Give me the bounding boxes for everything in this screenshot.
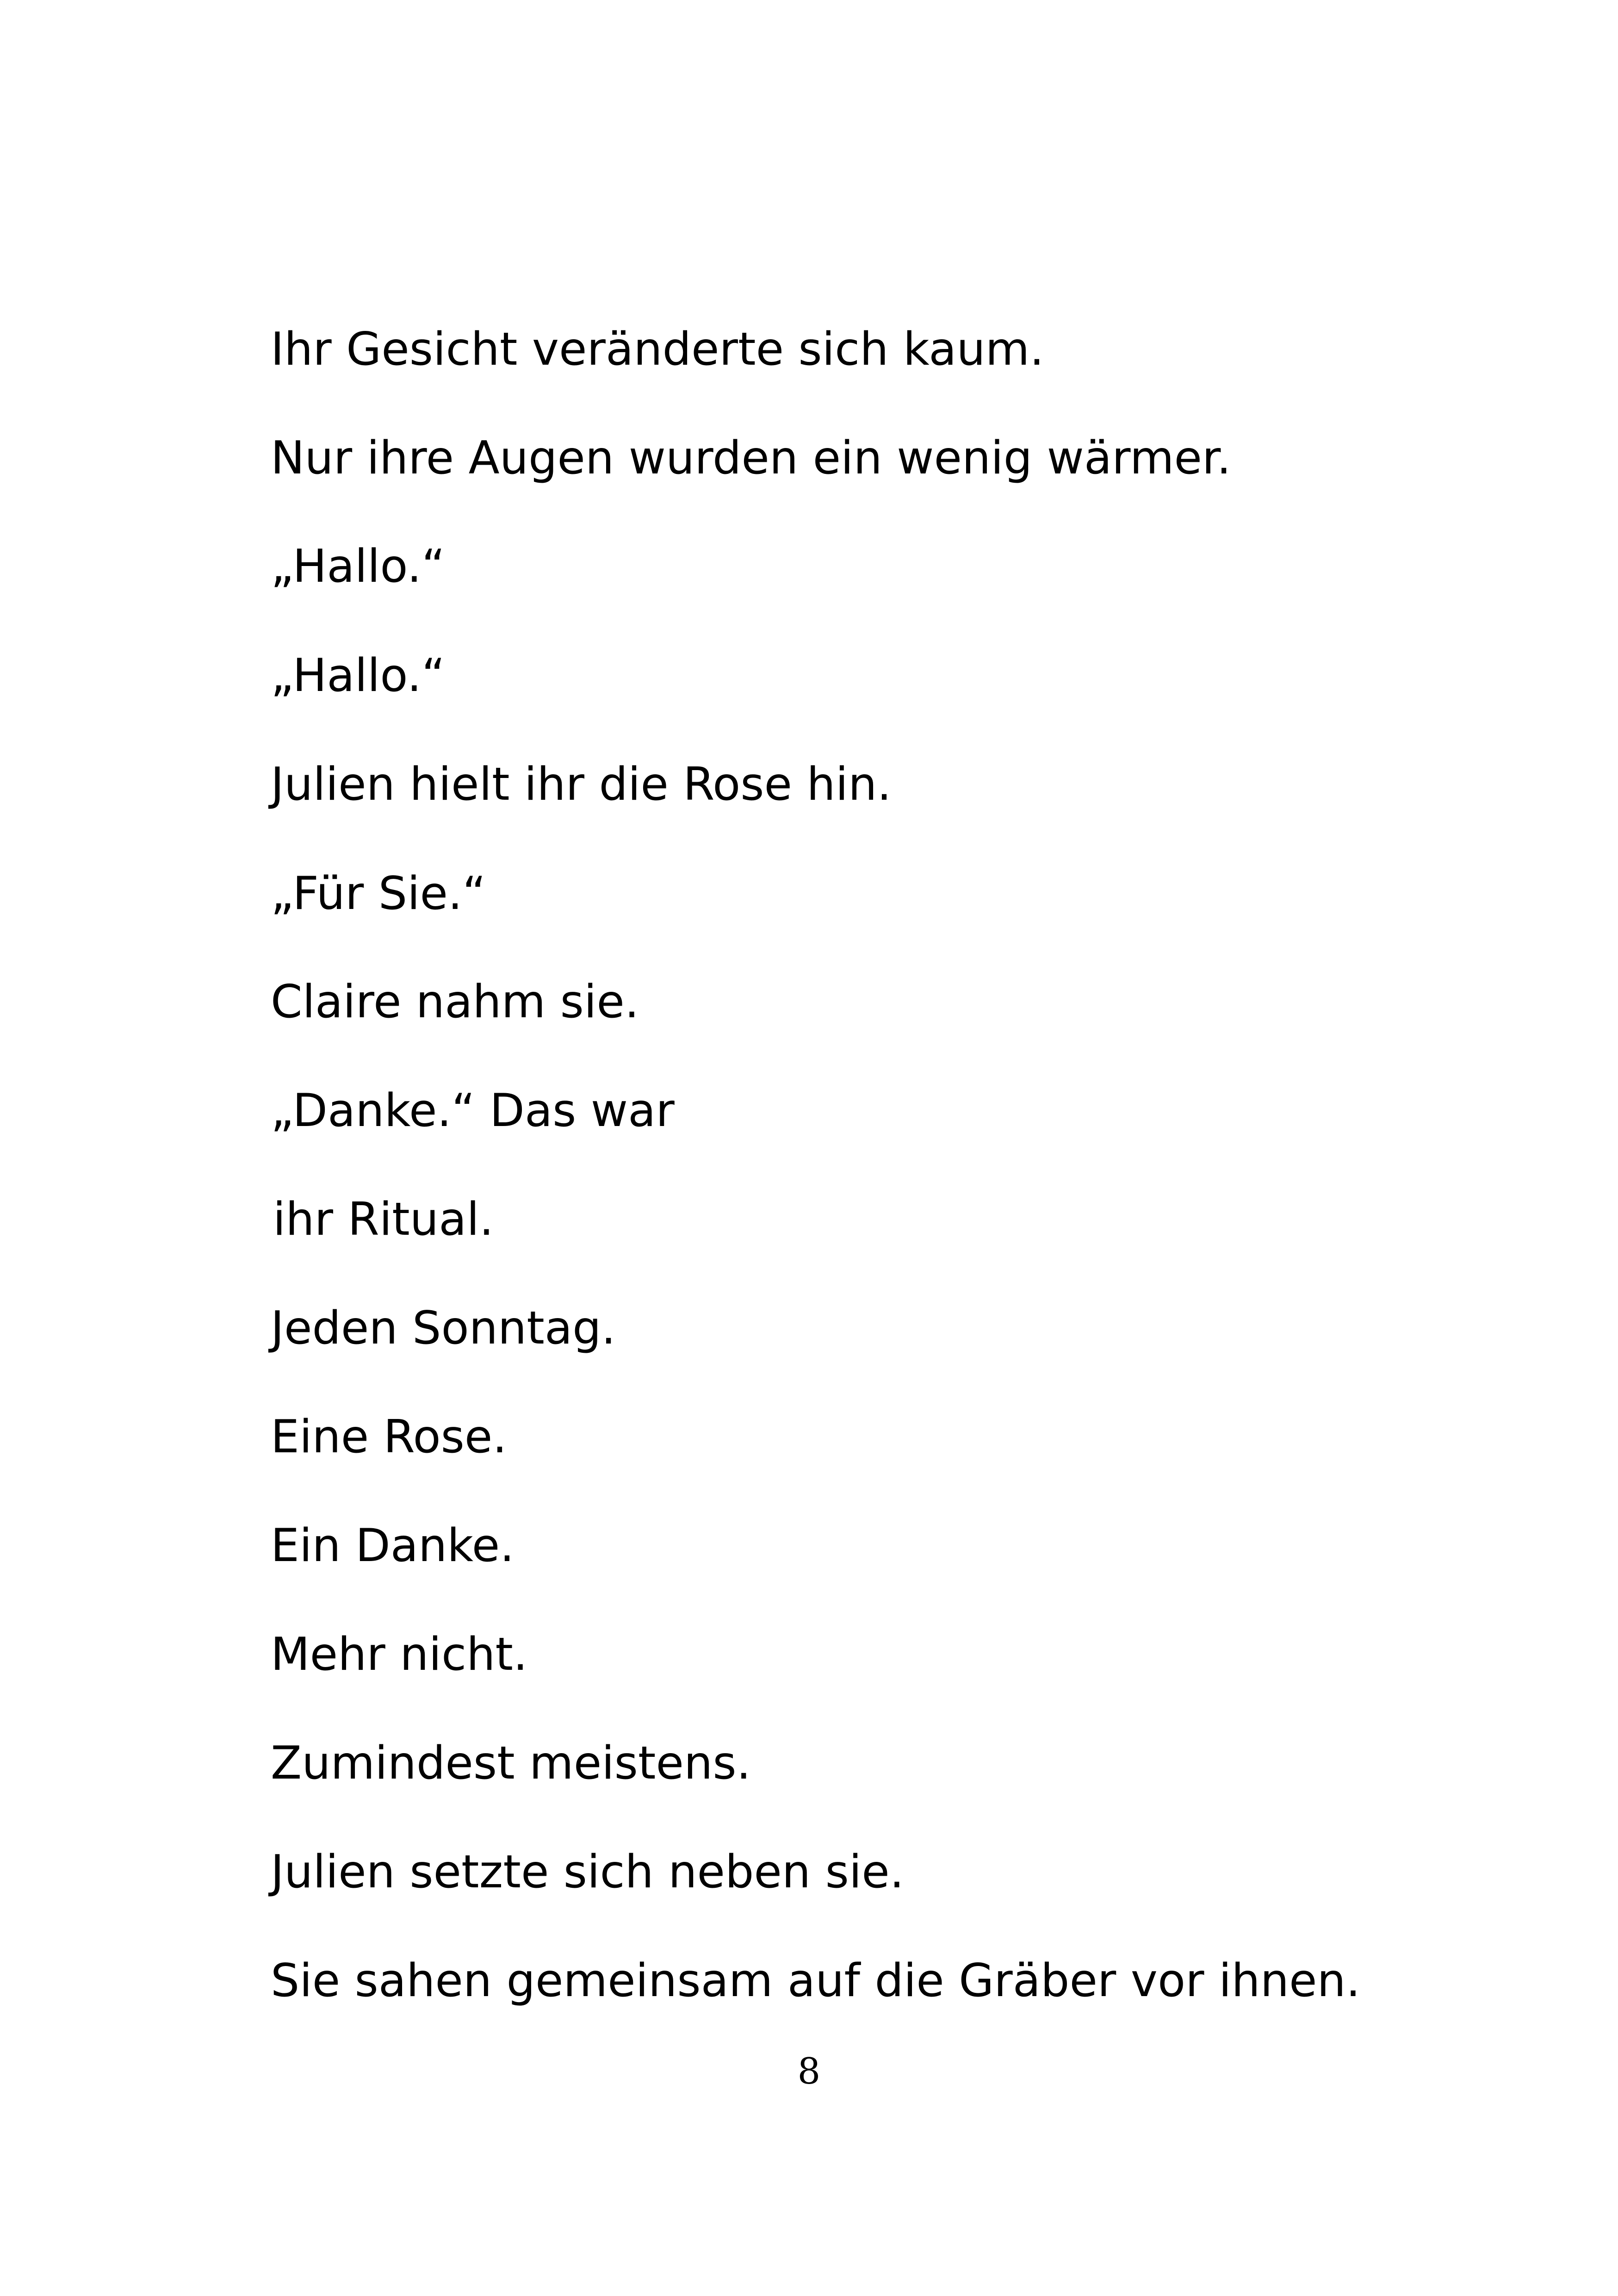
text-line: Nur ihre Augen wurden ein wenig wärmer. [271,432,1231,485]
text-line: Julien hielt ihr die Rose hin. [271,758,892,811]
text-line: Zumindest meistens. [271,1737,751,1790]
text-line: „Hallo.“ [271,649,446,702]
text-line: Eine Rose. [271,1411,507,1463]
page-number: 8 [797,2051,821,2092]
text-line: Sie sahen gemeinsam auf die Gräber vor ihnen. [271,1954,1361,2007]
text-line: „Hallo.“ [271,540,446,593]
text-line: Claire nahm sie. [271,976,639,1028]
text-line: Julien setzte sich neben sie. [271,1846,905,1898]
text-line: „Danke.“ Das war [271,1084,675,1137]
text-line: Jeden Sonntag. [271,1302,616,1355]
text-line: Mehr nicht. [271,1628,528,1681]
text-line: Ein Danke. [271,1519,515,1572]
text-line: ihr Ritual. [273,1193,494,1246]
text-line: Ihr Gesicht veränderte sich kaum. [271,323,1044,376]
text-line: „Für Sie.“ [271,867,486,920]
